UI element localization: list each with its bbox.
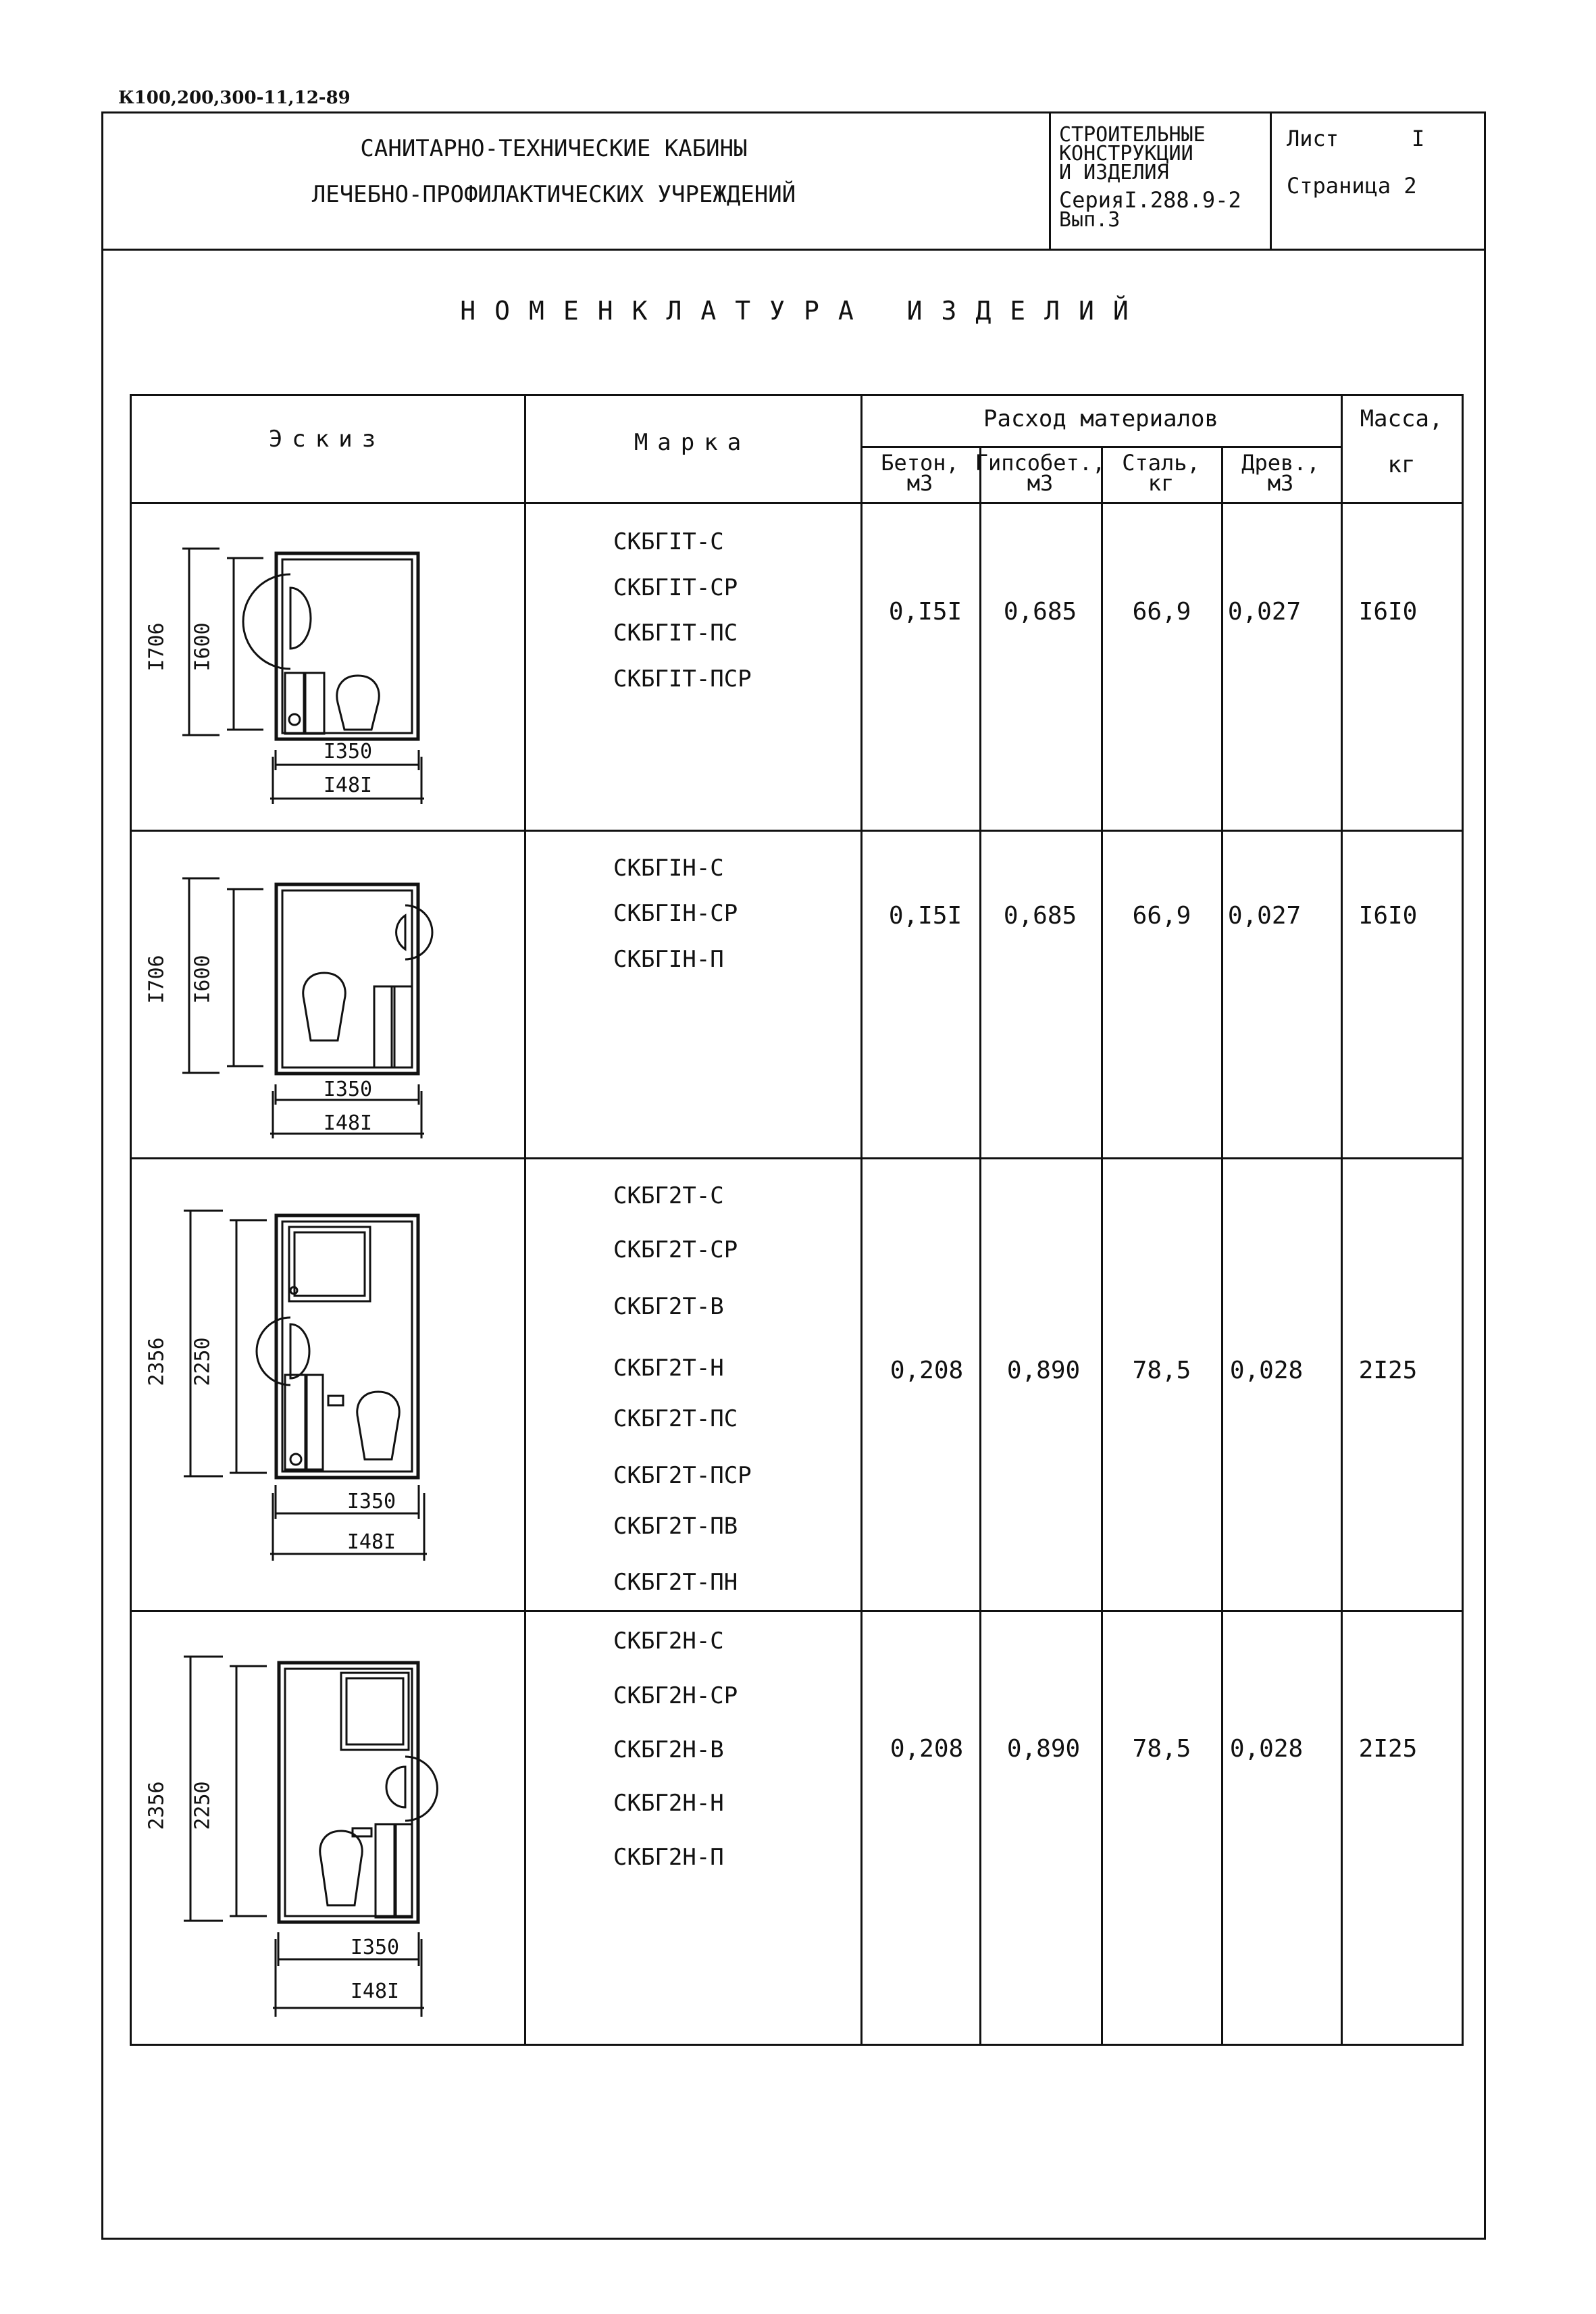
header-materials: Расход материалов bbox=[983, 405, 1218, 432]
row2-gypsum: 0,685 bbox=[1003, 902, 1077, 930]
row1-mark-3: СКБГIТ-ПС bbox=[613, 620, 738, 647]
row2-dim-outer-w: I48I bbox=[323, 1111, 373, 1135]
row2-mark-3: СКБГIН-П bbox=[613, 946, 724, 973]
stamp-sheet-value: I bbox=[1412, 126, 1425, 151]
row3-steel: 78,5 bbox=[1132, 1357, 1191, 1384]
row3-dim-outer-w: I48I bbox=[346, 1530, 396, 1554]
row2-mark-1: СКБГIН-С bbox=[613, 855, 724, 882]
row3-mark-6: СКБГ2Т-ПСР bbox=[613, 1462, 752, 1489]
header-steel: Сталь, bbox=[1122, 450, 1200, 476]
row2-concrete: 0,I5I bbox=[888, 902, 962, 930]
col-line-steel bbox=[1221, 446, 1223, 2046]
row4-dim-inner-w: I350 bbox=[350, 1936, 400, 1959]
row4-mark-3: СКБГ2Н-В bbox=[613, 1736, 724, 1763]
row1-dim-inner-h: I600 bbox=[190, 622, 215, 672]
row2-mass: I6I0 bbox=[1358, 902, 1418, 930]
sketch-cabin-4 bbox=[169, 1649, 459, 2034]
row4-dim-outer-w: I48I bbox=[350, 1980, 400, 2003]
row4-dim-outer-h: 2356 bbox=[145, 1781, 169, 1830]
row3-mark-4: СКБГ2Т-Н bbox=[613, 1355, 724, 1382]
row-line-3 bbox=[130, 1610, 1464, 1612]
header-mass: Масса, bbox=[1360, 405, 1443, 432]
row4-concrete: 0,208 bbox=[890, 1735, 964, 1763]
header-gypsum: Гипсобет., bbox=[975, 450, 1106, 476]
row1-mark-4: СКБГIТ-ПСР bbox=[613, 665, 752, 693]
row3-dim-outer-h: 2356 bbox=[145, 1337, 169, 1386]
row3-gypsum: 0,890 bbox=[1006, 1357, 1081, 1384]
row3-mark-7: СКБГ2Т-ПВ bbox=[613, 1513, 738, 1540]
row4-steel: 78,5 bbox=[1132, 1735, 1191, 1763]
sketch-cabin-1 bbox=[169, 534, 459, 818]
stamp-title-line1: САНИТАРНО-ТЕХНИЧЕСКИЕ КАБИНЫ bbox=[360, 135, 748, 162]
row4-mark-1: СКБГ2Н-С bbox=[613, 1628, 724, 1655]
stamp-sheet-label: Лист bbox=[1287, 126, 1339, 151]
row2-wood: 0,027 bbox=[1227, 902, 1302, 930]
stamp-page-label: Страница 2 bbox=[1287, 173, 1417, 199]
row3-mark-2: СКБГ2Т-СР bbox=[613, 1236, 738, 1263]
row3-mark-8: СКБГ2Т-ПН bbox=[613, 1569, 738, 1596]
header-concrete: Бетон, bbox=[881, 450, 959, 476]
row4-wood: 0,028 bbox=[1229, 1735, 1304, 1763]
col-line-mark bbox=[860, 394, 863, 2046]
row3-dim-inner-w: I350 bbox=[346, 1490, 396, 1513]
col-line-wood bbox=[1341, 394, 1343, 2046]
header-mark: Марка bbox=[634, 429, 751, 456]
row1-wood: 0,027 bbox=[1227, 598, 1302, 626]
row2-dim-outer-h: I706 bbox=[145, 955, 169, 1004]
row3-mark-3: СКБГ2Т-В bbox=[613, 1293, 724, 1320]
stamp-series-line5: Вып.3 bbox=[1059, 208, 1121, 232]
row3-mass: 2I25 bbox=[1358, 1357, 1418, 1384]
row4-mark-2: СКБГ2Н-СР bbox=[613, 1682, 738, 1709]
row1-concrete: 0,I5I bbox=[888, 598, 962, 626]
sketch-cabin-2 bbox=[169, 865, 459, 1149]
row2-dim-inner-h: I600 bbox=[190, 955, 215, 1004]
header-sketch: Эскиз bbox=[268, 426, 386, 453]
row1-mark-1: СКБГIТ-С bbox=[613, 528, 724, 555]
header-concrete-unit: м3 bbox=[906, 470, 933, 496]
header-bottom-line bbox=[130, 502, 1464, 504]
stamp-series-line4: СерияI.288.9-2 bbox=[1059, 187, 1241, 213]
row3-concrete: 0,208 bbox=[890, 1357, 964, 1384]
row2-dim-inner-w: I350 bbox=[323, 1078, 373, 1101]
row4-dim-inner-h: 2250 bbox=[190, 1781, 215, 1830]
materials-subheader-line bbox=[860, 446, 1341, 448]
row2-mark-2: СКБГIН-СР bbox=[613, 900, 738, 927]
row4-gypsum: 0,890 bbox=[1006, 1735, 1081, 1763]
row1-dim-inner-w: I350 bbox=[323, 740, 373, 763]
row4-mark-5: СКБГ2Н-П bbox=[613, 1844, 724, 1871]
stamp-series-line1: СТРОИТЕЛЬНЫЕ bbox=[1059, 123, 1206, 147]
row3-wood: 0,028 bbox=[1229, 1357, 1304, 1384]
row3-dim-inner-h: 2250 bbox=[190, 1337, 215, 1386]
document-code: К100,200,300-11,12-89 bbox=[118, 88, 351, 108]
sketch-cabin-3 bbox=[169, 1203, 459, 1581]
row1-dim-outer-h: I706 bbox=[145, 622, 169, 672]
header-mass-unit: кг bbox=[1387, 451, 1416, 478]
row1-mark-2: СКБГIТ-СР bbox=[613, 574, 738, 601]
header-wood-unit: м3 bbox=[1267, 470, 1294, 496]
col-line-sketch bbox=[524, 394, 526, 2046]
header-gypsum-unit: м3 bbox=[1027, 470, 1054, 496]
row1-mass: I6I0 bbox=[1358, 598, 1418, 626]
row-line-2 bbox=[130, 1157, 1464, 1159]
stamp-divider-1 bbox=[1049, 111, 1051, 250]
nomenclature-heading: НОМЕНКЛАТУРА ИЗДЕЛИЙ bbox=[460, 296, 1148, 326]
col-line-gypsum bbox=[1101, 446, 1103, 2046]
stamp-title-line2: ЛЕЧЕБНО-ПРОФИЛАКТИЧЕСКИХ УЧРЕЖДЕНИЙ bbox=[311, 181, 796, 208]
stamp-series-line2: КОНСТРУКЦИИ bbox=[1059, 142, 1193, 166]
col-line-concrete bbox=[979, 446, 981, 2046]
row2-steel: 66,9 bbox=[1132, 902, 1191, 930]
header-steel-unit: кг bbox=[1148, 470, 1175, 496]
row-line-1 bbox=[130, 830, 1464, 832]
stamp-bottom-line bbox=[101, 249, 1486, 251]
stamp-series-line3: И ИЗДЕЛИЯ bbox=[1059, 161, 1169, 184]
row3-mark-1: СКБГ2Т-С bbox=[613, 1182, 724, 1209]
row1-dim-outer-w: I48I bbox=[323, 774, 373, 797]
row1-gypsum: 0,685 bbox=[1003, 598, 1077, 626]
row1-steel: 66,9 bbox=[1132, 598, 1191, 626]
row4-mass: 2I25 bbox=[1358, 1735, 1418, 1763]
header-wood: Древ., bbox=[1241, 450, 1320, 476]
row4-mark-4: СКБГ2Н-Н bbox=[613, 1790, 724, 1817]
row3-mark-5: СКБГ2Т-ПС bbox=[613, 1405, 738, 1432]
stamp-divider-2 bbox=[1270, 111, 1272, 250]
